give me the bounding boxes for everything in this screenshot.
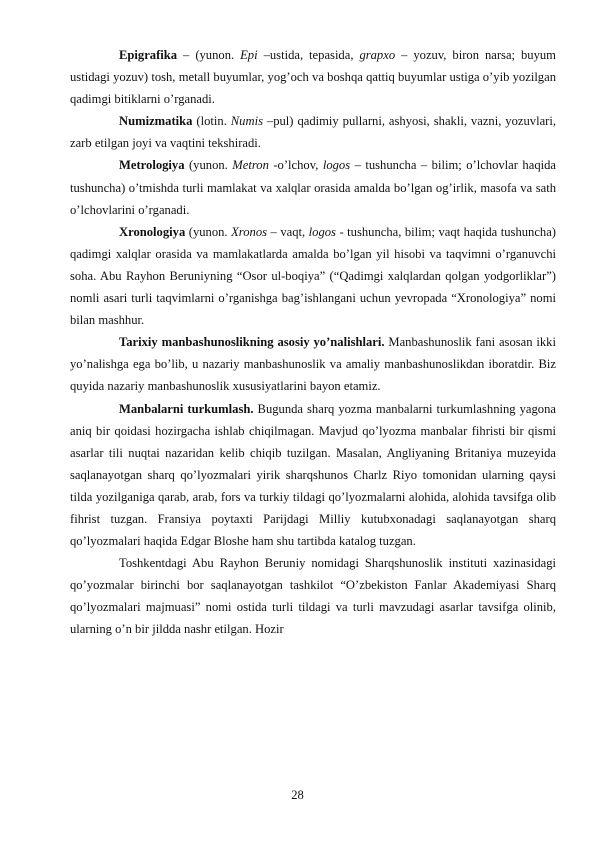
paragraph-metrologiya xyxy=(70,154,556,220)
paragraph-text: Bugunda sharq yozma manbalarni turkumlashning yagona aniq bir qoidasi hozirgacha ishlab chiqilmagan. Mavjud qo’lyozma manbalar fihristi bir qismi asarlar tili nuqtai nazaridan kelib chiqib tuzilgan. Masalan, Angliyaning Britaniya muzeyida saqlanayotgan sharq qo’lyozmalari yirik sharqshunos Charlz Riyo tomonidan ularning qaysi tilda yozilganiga qarab, arab, fors va turkiy tildagi qo’lyozmalarni alohida, alohida tavsifga olib fihrist tuzgan. Fransiya poytaxti Parijdagi Milliy kutubxonadagi saqlanayotgan sharq qo’lyozmalari haqida Edgar Bloshe ham shu tartibda katalog tuzgan. xyxy=(70,401,556,549)
paragraph-text: – vaqt, xyxy=(267,224,309,239)
term-xronologiya: Xronologiya xyxy=(119,224,186,239)
page-number: 28 xyxy=(291,788,304,802)
term-numizmatika: Numizmatika xyxy=(119,114,193,129)
paragraph-text: - tushuncha, bilim; vaqt haqida tushuncha) qadimgi xalqlar orasida va mamlakatlarda amalda bo’lgan yil hisobi va taqvimni o’rganuvchi soha. Abu Rayhon Beruniyning “Osor ul-boqiya” (“Qadimgi xalqlardan qolgan yodgorliklar”) nomli asari turli taqvimlarni o’rganishga bag’ishlangani uchun yevropada “Xronologiya” nomi bilan mashhur. xyxy=(70,224,557,328)
paragraph-text: (yunon. xyxy=(184,158,233,173)
italic-word: logos xyxy=(322,158,351,173)
term-metrologiya: Metrologiya xyxy=(119,158,185,173)
paragraph-toshkent xyxy=(70,552,556,640)
paragraph-xronologiya xyxy=(70,221,556,331)
paragraph-yonalishlar xyxy=(70,331,556,397)
paragraph-text: Toshkentdagi Abu Rayhon Beruniy nomidagi Sharqshunoslik instituti xazinasidagi qo’yozmalar birinchi bor saqlanayotgan tashkilot “O’zbekiston Fanlar Akademiyasi Sharq qo’lyozmalari majmuasi” nomi ostida turli tildagi va turli mavzudagi asarlar tavsifga olinib, ularning o’n bir jildda nashr etilgan. Hozir xyxy=(70,556,556,637)
term-turkumlash: Manbalarni turkumlash. xyxy=(119,401,254,416)
term-yonalishlar: Tarixiy manbashunoslikning asosiy yo’nalishlari. xyxy=(119,335,385,350)
italic-word: Epi xyxy=(240,48,258,62)
paragraph-text: –pul) qadimiy pullarni, ashyosi, shakli, vazni, yozuvlari, zarb etilgan joyi va vaqtini tekshiradi. xyxy=(70,114,556,151)
paragraph-text: – tushuncha – bilim; o’lchovlar haqida tushuncha) o’tmishda turli mamlakat va xalqlar orasida amalda bo’lgan og’irlik, masofa va sath o’lchovlarini o’rganadi. xyxy=(70,158,556,217)
document-page xyxy=(70,44,556,641)
paragraph-text: –ustida, tepasida, xyxy=(257,48,360,62)
italic-word: Numis xyxy=(230,114,263,129)
paragraph-text: Manbashunoslik fani asosan ikki yo’nalishga ega bo’lib, u nazariy manbashunoslik va amaliy manbashunoslikdan iboratdir. Biz quyida nazariy manbashunoslik xususiyatlarini bayon etamiz. xyxy=(70,335,556,394)
paragraph-turkumlash xyxy=(70,398,556,553)
paragraph-text: (yunon. xyxy=(185,224,232,239)
italic-word: Xronos xyxy=(231,224,268,239)
italic-word: Metron xyxy=(232,158,269,173)
italic-word: logos xyxy=(308,224,336,239)
paragraph-text: – (yunon. xyxy=(177,48,241,62)
term-epigrafika: Epigrafika xyxy=(119,48,178,62)
paragraph-epigrafika xyxy=(70,44,556,110)
paragraph-text: (lotin. xyxy=(192,114,231,129)
italic-word: grapxo xyxy=(359,48,396,62)
paragraph-text: -o’lchov, xyxy=(268,158,323,173)
paragraph-numizmatika xyxy=(70,110,556,154)
paragraph-text: – yozuv, biron narsa; buyum ustidagi yozuv) tosh, metall buyumlar, yog’och va boshqa qattiq buyumlar ustiga o’yib yozilgan qadimgi bitiklarni o’rganadi. xyxy=(70,48,556,107)
